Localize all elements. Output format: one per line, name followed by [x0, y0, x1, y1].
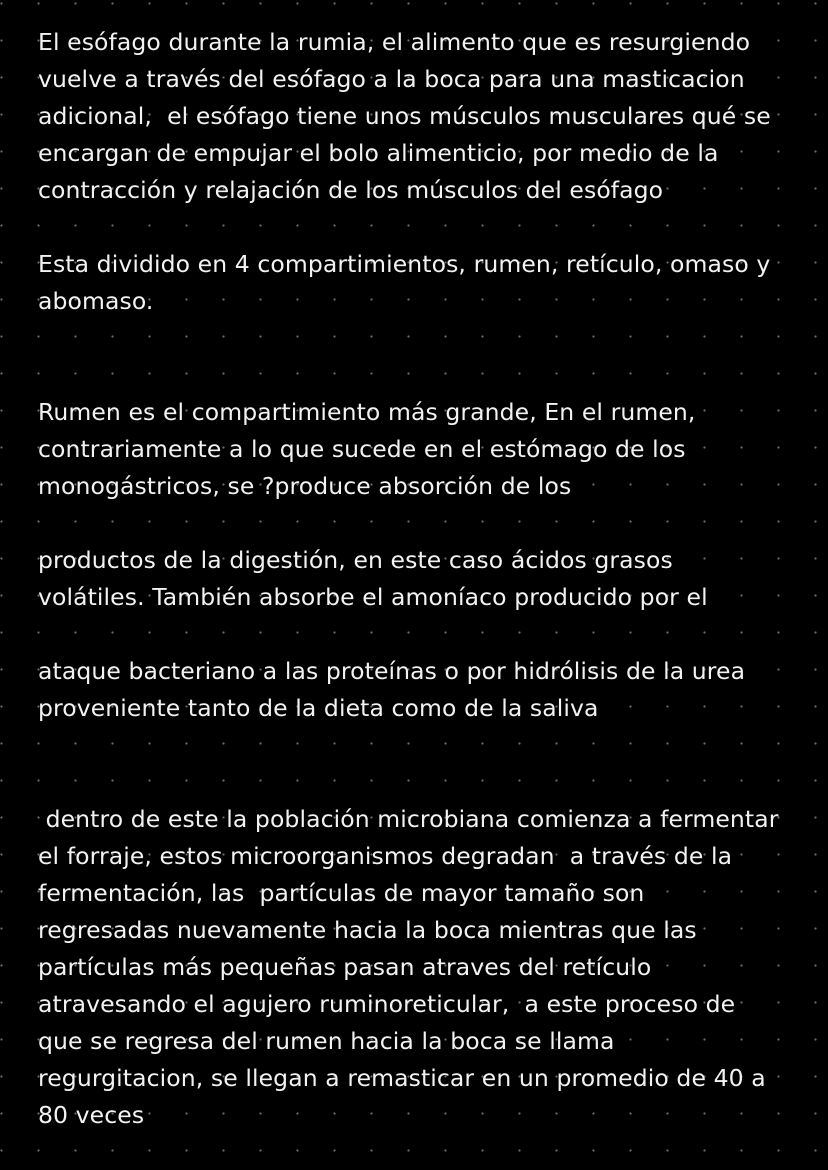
text-line: vuelve a través del esófago a la boca para una masticacion [38, 65, 745, 93]
text-line: El esófago durante la rumia, el alimento que es resurgiendo [38, 28, 751, 56]
blank-line [38, 320, 808, 357]
text-line: dentro de este la población microbiana comienza a fermentar [38, 805, 779, 833]
text-line: encargan de empujar el bolo alimenticio, por medio de la [38, 139, 719, 167]
text-line: el forraje, estos microorganismos degradan a través de la [38, 842, 733, 870]
text-line: 80 veces [38, 1101, 145, 1129]
text-line: adicional, el esófago tiene unos músculos musculares qué se [38, 102, 771, 130]
text-line: atravesando el agujero ruminoreticular, a este proceso de [38, 990, 736, 1018]
blank-line [38, 209, 808, 246]
text-line: contracción y relajación de los músculos del esófago [38, 176, 664, 204]
text-line: partículas más pequeñas pasan atraves del retículo [38, 953, 652, 981]
text-line: contrariamente a lo que sucede en el estómago de los [38, 435, 686, 463]
blank-line [38, 357, 808, 394]
text-line: proveniente tanto de la dieta como de la saliva [38, 694, 599, 722]
note-text-body[interactable] [38, 24, 808, 1134]
text-line: regresadas nuevamente hacia la boca mientras que las [38, 916, 697, 944]
text-line: regurgitacion, se llegan a remasticar en un promedio de 40 a [38, 1064, 766, 1092]
blank-line [38, 727, 808, 764]
text-line: monogástricos, se ?produce absorción de los [38, 472, 572, 500]
text-line: ataque bacteriano a las proteínas o por hidrólisis de la urea [38, 657, 746, 685]
blank-line [38, 616, 808, 653]
blank-line [38, 764, 808, 801]
text-line: abomaso. [38, 287, 154, 315]
text-line: fermentación, las partículas de mayor tamaño son [38, 879, 645, 907]
text-line: Esta dividido en 4 compartimientos, rumen, retículo, omaso y [38, 250, 771, 278]
text-line: que se regresa del rumen hacia la boca se llama [38, 1027, 615, 1055]
text-line: volátiles. También absorbe el amoníaco producido por el [38, 583, 708, 611]
text-line: productos de la digestión, en este caso ácidos grasos [38, 546, 673, 574]
blank-line [38, 505, 808, 542]
text-line: Rumen es el compartimiento más grande, En el rumen, [38, 398, 696, 426]
